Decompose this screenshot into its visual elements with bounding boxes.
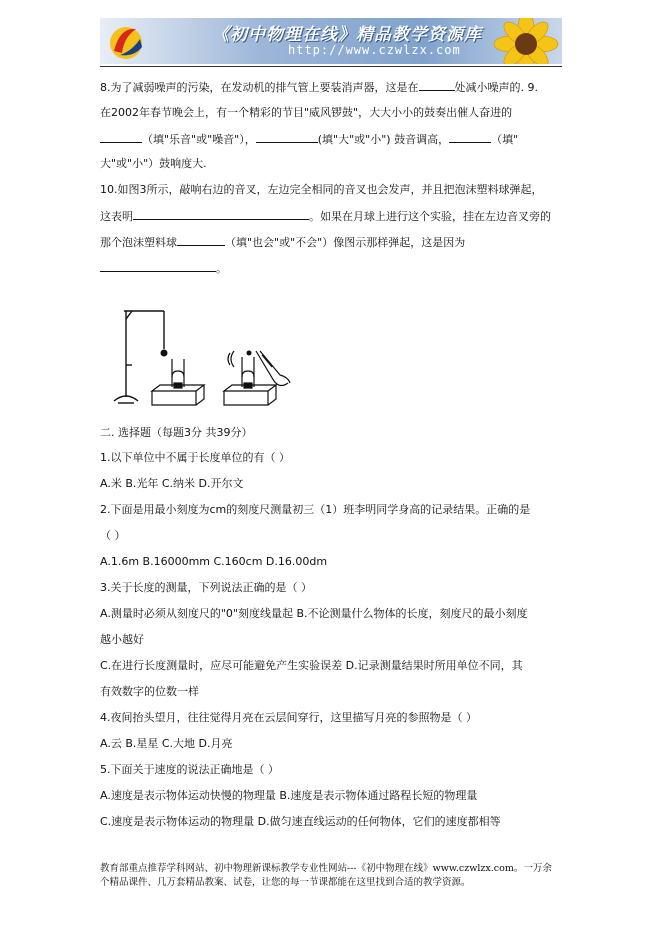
footer-line-1: 教育部重点推荐学科网站、初中物理新课标教学专业性网站---《初中物理在线》www.czwlzx.com。一万余 — [100, 863, 552, 874]
text-line — [100, 79, 538, 96]
line-text: 2.下面是用最小刻度为cm的刻度尺测量初三（1）班李明同学身高的记录结果。正确的是 — [100, 503, 531, 516]
line-text: C.在进行长度测量时，应尽可能避免产生实验误差 D.记录测量结果时所用单位不同，其 — [100, 659, 523, 672]
line-text: 这表明 — [100, 210, 133, 223]
line-text: （填" — [491, 133, 519, 146]
line-text: A.1.6m B.16000mm C.160cm D.16.00dm — [100, 555, 328, 568]
line-text: A.云 B.星星 C.大地 D.月亮 — [100, 737, 233, 750]
text-line — [100, 105, 512, 121]
line-text: 那个泡沫塑料球 — [100, 236, 177, 249]
line-text: A.速度是表示物体运动快慢的物理量 B.速度是表示物体通过路程长短的物理量 — [100, 789, 478, 802]
text-line — [100, 425, 253, 441]
line-text: 二. 选择题（每题3分 共39分） — [100, 426, 253, 439]
text-line — [100, 528, 126, 544]
answer-blank[interactable] — [100, 131, 142, 143]
footer-line-2: 个精品课件、几万套精品教案、试卷，让您的每一节课都能在这里找到合适的教学资源。 — [100, 877, 471, 888]
text-line — [100, 156, 207, 172]
line-text: (填"大"或"小") 鼓音调高， — [317, 133, 450, 146]
page-footer — [100, 862, 562, 890]
header-url[interactable]: http://www.czwlzx.com — [288, 43, 461, 57]
text-line — [100, 208, 551, 225]
text-line — [100, 476, 244, 492]
line-text: 。 — [216, 262, 227, 275]
text-line — [100, 684, 199, 700]
line-text: （填"也会"或"不会"）像图示那样弹起，这是因为 — [225, 236, 466, 249]
tuning-fork-figure — [104, 305, 304, 415]
text-line — [100, 762, 279, 778]
sunflower-icon — [478, 18, 562, 64]
line-text: C.速度是表示物体运动的物理量 D.做匀速直线运动的任何物体，它们的速度都相等 — [100, 815, 501, 828]
text-line — [100, 580, 312, 596]
line-text: 8.为了减弱噪声的污染，在发动机的排气管上要装消声器，这是在 — [100, 81, 419, 94]
line-text: 3.关于长度的测量，下列说法正确的是（ ） — [100, 581, 312, 594]
line-text: （ ） — [100, 529, 126, 542]
line-text: 1.以下单位中不属于长度单位的有（ ） — [100, 451, 290, 464]
header-rule — [100, 66, 562, 67]
text-line — [100, 182, 543, 198]
line-text: 4.夜间抬头望月，往往觉得月亮在云层间穿行，这里描写月亮的参照物是（ ） — [100, 711, 477, 724]
text-line — [100, 658, 523, 674]
line-text: 在2002年春节晚会上，有一个精彩的节目"威风锣鼓"，大大小小的鼓奏出催人奋进的 — [100, 106, 513, 119]
line-text: A.测量时必须从刻度尺的"0"刻度线量起 B.不论测量什么物体的长度，刻度尺的最小刻度 — [100, 607, 528, 620]
answer-blank[interactable] — [256, 131, 318, 143]
text-line — [100, 260, 227, 277]
text-line — [100, 814, 501, 830]
text-line — [100, 788, 477, 804]
text-line — [100, 131, 518, 148]
line-text: 10.如图3所示，敲响右边的音叉，左边完全相同的音叉也会发声，并且把泡沫塑料球弹起， — [100, 183, 543, 196]
text-line — [100, 736, 233, 752]
line-text: 5.下面关于速度的说法正确地是（ ） — [100, 763, 279, 776]
header-title: 《初中物理在线》精品教学资源库 — [212, 25, 482, 45]
text-line — [100, 606, 527, 622]
line-text: A.米 B.光年 C.纳米 D.开尔文 — [100, 477, 244, 490]
line-text: 处减小噪声的. 9. — [454, 81, 538, 94]
answer-blank[interactable] — [449, 131, 491, 143]
answer-blank[interactable] — [177, 234, 225, 246]
text-line — [100, 632, 144, 648]
text-line — [100, 710, 477, 726]
line-text: （填"乐音"或"噪音"）， — [142, 133, 256, 146]
line-text: 有效数字的位数一样 — [100, 685, 199, 698]
answer-blank[interactable] — [419, 79, 455, 91]
text-line — [100, 502, 530, 518]
answer-blank[interactable] — [100, 260, 216, 272]
site-logo-icon — [106, 21, 146, 61]
line-text: 越小越好 — [100, 633, 144, 646]
header-banner — [100, 18, 562, 64]
answer-blank[interactable] — [133, 208, 309, 220]
line-text: 。如果在月球上进行这个实验，挂在左边音叉旁的 — [309, 210, 551, 223]
text-line — [100, 234, 465, 251]
text-line — [100, 450, 290, 466]
line-text: 大"或"小"）鼓响度大. — [100, 157, 207, 170]
text-line — [100, 554, 327, 570]
